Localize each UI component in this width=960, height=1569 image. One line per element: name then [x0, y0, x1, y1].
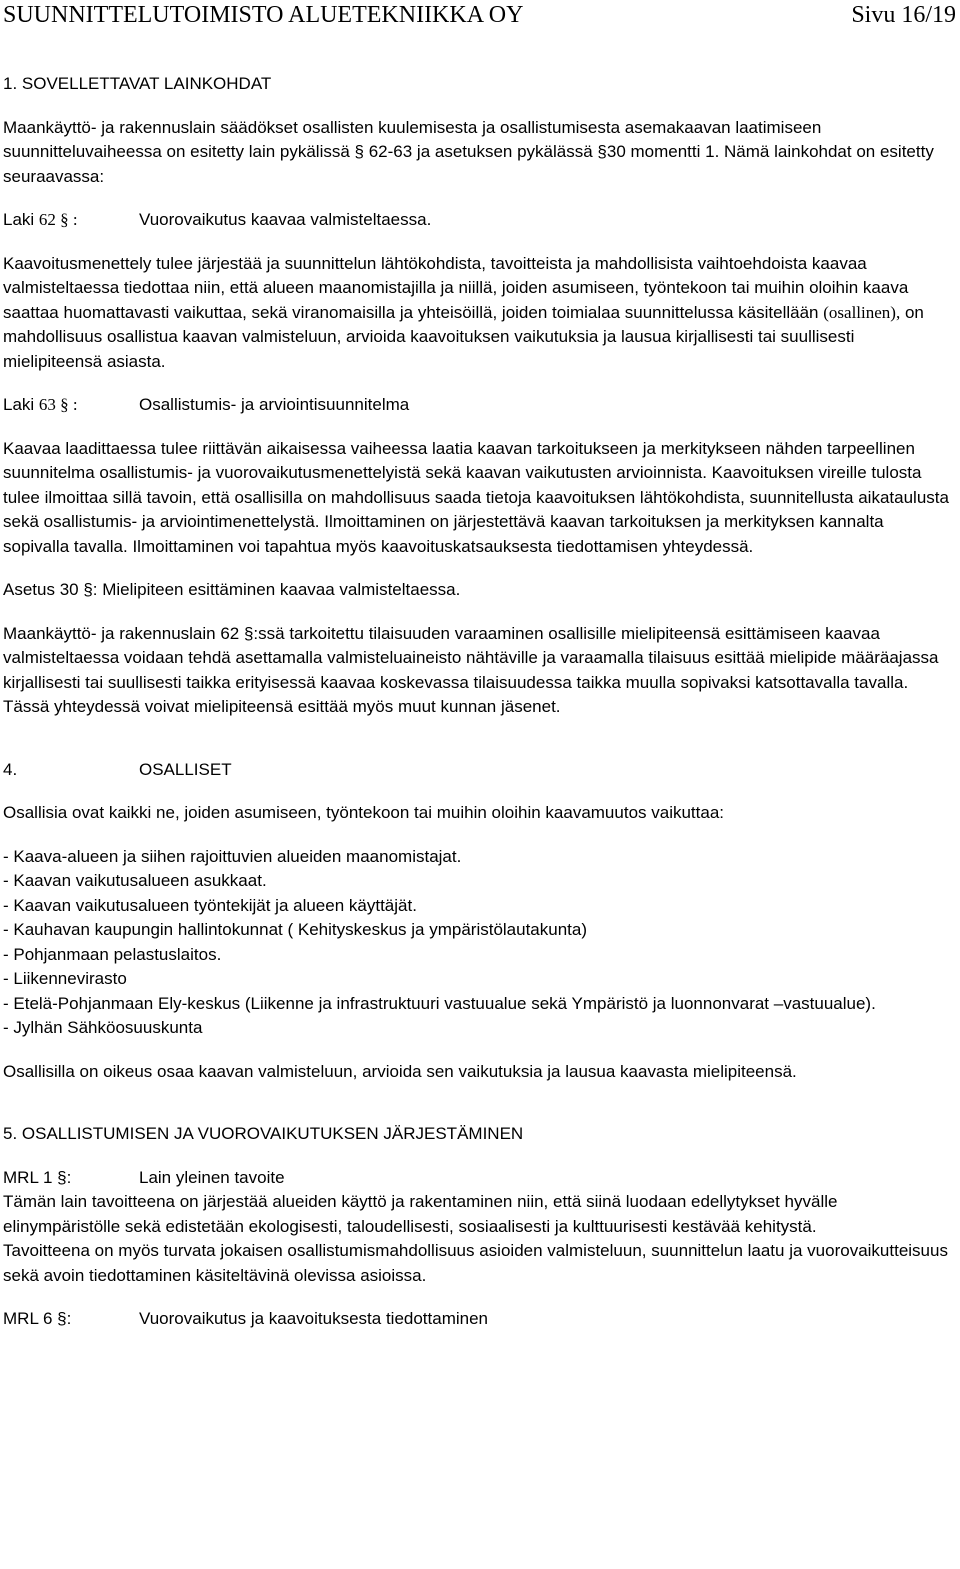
list-item: - Jylhän Sähköosuuskunta — [3, 1018, 203, 1037]
section-1-title: 1. SOVELLETTAVAT LAINKOHDAT — [3, 74, 272, 93]
laki-62-label: Laki — [3, 210, 35, 229]
list-item: - Kaavan vaikutusalueen työntekijät ja alueen käyttäjät. — [3, 895, 417, 915]
section-4-intro: Osallisia ovat kaikki ne, joiden asumiseen, työntekoon tai muihin oloihin kaavamuutos vaikuttaa: — [3, 803, 725, 822]
mrl-6-title: Vuorovaikutus ja kaavoituksesta tiedottaminen — [139, 1309, 489, 1328]
laki-62-heading — [3, 208, 953, 233]
section-4-number: 4. — [3, 759, 18, 779]
mrl-1-heading — [3, 1166, 953, 1191]
mrl-6-heading — [3, 1307, 953, 1332]
laki-62-body: Kaavoitusmenettely tulee järjestää ja suunnittelun lähtökohdista, tavoitteista ja mahdollisista vaihtoehdoista kaavaa valmisteltaessa tiedottaa niin, että alueen maanomistajilla ja niillä, joiden asumiseen, työntekoon tai muihin oloihin kaava saattaa huomattavasti vaikuttaa, sekä viranomaisilla ja yhteisöillä, joiden toimialaa suunnittelussa käsitellään (osallinen), on mahdollisuus osallistua kaavan valmisteluun, arvioida kaavoituksen vaikutuksia ja lausua kirjallisesti tai suullisesti mielipiteensä asiasta. — [3, 253, 924, 371]
asetus-30-body: Maankäyttö- ja rakennuslain 62 §:ssä tarkoitettu tilaisuuden varaaminen osallisille mielipiteensä esittämiseen kaavaa valmisteltaessa voidaan tehdä asettamalla valmisteluaineisto nähtäville ja varaamalla tilaisuus esittää mielipide määräajassa kirjallisesti tai suullisesti taikka erityisessä kaavaa koskevassa tilaisuudessa taikka muulla sopivaksi katsottavalla tavalla. Tässä yhteydessä voivat mielipiteensä esittää myös muut kunnan jäsenet. — [3, 623, 939, 716]
page-header — [0, 0, 960, 34]
laki-62-title: Vuorovaikutus kaavaa valmisteltaessa. — [139, 210, 432, 229]
list-item: - Pohjanmaan pelastuslaitos. — [3, 944, 222, 964]
document-body — [3, 72, 953, 1332]
section-1-intro: Maankäyttö- ja rakennuslain säädökset osallisten kuulemisesta ja osallistumisesta asemakaavan laatimiseen suunnitteluvaiheessa on esitetty lain pykälissä § 62-63 ja asetuksen pykälässä §30 momentti 1. Nämä lainkohdat on esitetty seuraavassa: — [3, 117, 934, 186]
mrl-1-body-2: Tavoitteena on myös turvata jokaisen osallistumismahdollisuus asioiden valmisteluun, suunnittelun laatu ja vuorovaikutteisuus sekä avoin tiedottaminen käsiteltävinä olevissa asioissa. — [3, 1241, 948, 1285]
section-4-outro: Osallisilla on oikeus osaa kaavan valmisteluun, arvioida sen vaikutuksia ja lausua kaavasta mielipiteensä. — [3, 1061, 797, 1081]
company-name: SUUNNITTELUTOIMISTO ALUETEKNIIKKA OY — [3, 2, 524, 28]
laki-63-title: Osallistumis- ja arviointisuunnitelma — [139, 395, 410, 414]
list-item: - Kaavan vaikutusalueen asukkaat. — [3, 871, 267, 890]
list-item: - Kauhavan kaupungin hallintokunnat ( Kehityskeskus ja ympäristölautakunta) — [3, 920, 588, 939]
laki-63-number: 63 § : — [38, 395, 78, 414]
list-item: - Liikennevirasto — [3, 969, 127, 988]
osalliset-list — [3, 845, 953, 1041]
laki-63-body: Kaavaa laadittaessa tulee riittävän aikaisessa vaiheessa laatia kaavan tarkoitukseen ja merkitykseen nähden tarpeellinen suunnitelma osallistumis- ja vuorovaikutusmenettelyistä sekä kaavan vaikutusten arvioinnista. Kaavoituksen vireille tulosta tulee ilmoittaa sillä tavoin, että osallisilla on mahdollisuus saada tietoja kaavoituksen lähtökohdista, suunnitellusta aikataulusta sekä osallistumis- ja arviointimenettelystä. Ilmoittaminen on järjestettävä kaavan tarkoituksen ja merkityksen kannalta sopivalla tavalla. Ilmoittaminen voi tapahtua myös kaavoituskatsauksesta tiedottamisen yhteydessä. — [3, 438, 949, 556]
page-number: Sivu 16/19 — [851, 2, 956, 28]
laki-63-label: Laki — [3, 395, 35, 414]
osallinen-term: (osallinen), — [823, 302, 901, 322]
asetus-30-title: Asetus 30 §: Mielipiteen esittäminen kaavaa valmisteltaessa. — [3, 580, 461, 599]
section-4-heading — [3, 758, 953, 783]
list-item: - Kaava-alueen ja siihen rajoittuvien alueiden maanomistajat. — [3, 846, 462, 866]
mrl-1-title: Lain yleinen tavoite — [139, 1167, 285, 1187]
laki-62-number: 62 § : — [38, 210, 78, 229]
mrl-1-body-1: Tämän lain tavoitteena on järjestää alueiden käyttö ja rakentaminen niin, että siinä luodaan edellytykset hyvälle elinympäristölle sekä edistetään ekologisesti, taloudellisesti, sosiaalisesti ja kulttuurisesti kestävää kehitystä. — [3, 1192, 838, 1236]
section-5-title: 5. OSALLISTUMISEN JA VUOROVAIKUTUKSEN JÄRJESTÄMINEN — [3, 1124, 524, 1143]
mrl-6-label: MRL 6 §: — [3, 1309, 72, 1328]
section-4-title: OSALLISET — [139, 759, 232, 779]
laki-63-heading — [3, 393, 953, 418]
list-item: - Etelä-Pohjanmaan Ely-keskus (Liikenne ja infrastruktuuri vastuualue sekä Ympäristö ja luonnonvarat –vastuualue). — [3, 993, 876, 1013]
mrl-1-label: MRL 1 §: — [3, 1167, 72, 1187]
